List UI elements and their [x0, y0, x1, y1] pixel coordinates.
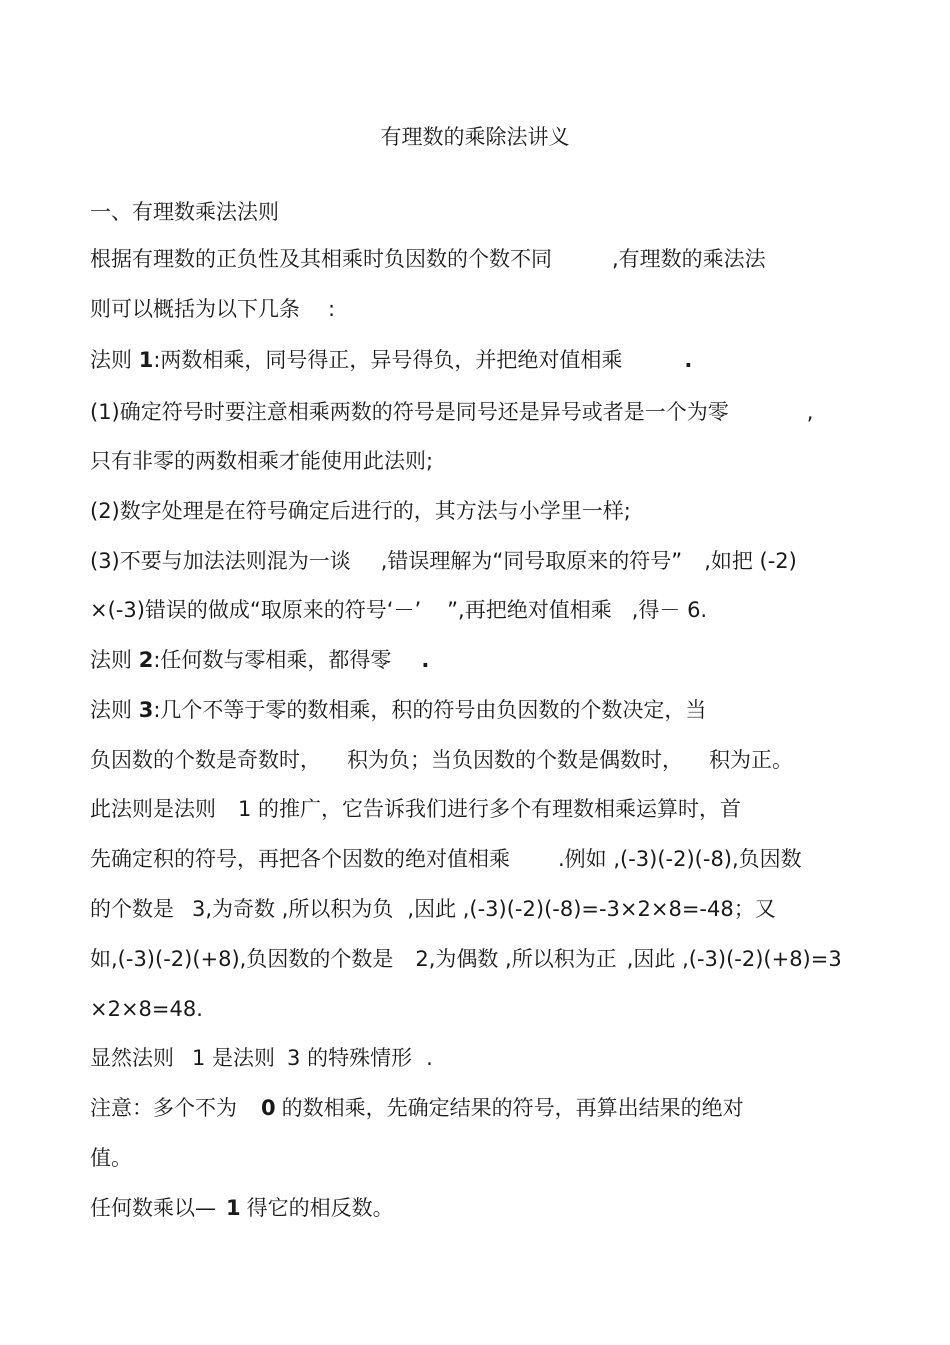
notice-text-b: 的数相乘，先确定结果的符号，再算出结果的绝对: [281, 1096, 744, 1120]
rule3-line-7: ×2×8=48.: [90, 997, 203, 1021]
note2-line: (2)数字处理是在符号确定后进行的，其方法与小学里一样;: [90, 499, 631, 523]
rule3-line-3: [90, 794, 741, 824]
note1-text-a: (1)确定符号时要注意相乘两数的符号是同号还是异号或者是一个为零: [90, 400, 729, 424]
rule3-text-d: 积为负；当负因数的个数是偶数时，: [347, 748, 683, 772]
intro-text-c: 则可以概括为以下几条: [90, 297, 300, 321]
notice-text-a: 注意：多个不为: [90, 1096, 237, 1120]
rule3-text-j: 的个数是: [90, 897, 174, 921]
neg-one-number: 1: [226, 1196, 241, 1220]
obvious-text-c: 3 的特殊情形: [287, 1046, 413, 1070]
note1-line-1: [90, 397, 813, 427]
rule3-text-c: 负因数的个数是奇数时，: [90, 748, 321, 772]
rule3-text-n: 2,为偶数 ,所以积为正: [415, 947, 617, 971]
rule3-text-i: .例如 ,(-3)(-2)(-8),负因数: [558, 847, 802, 871]
note3-text-a: (3)不要与加法法则混为一谈: [90, 549, 351, 573]
rule1-period: .: [684, 348, 693, 372]
intro-line-1: [90, 244, 766, 274]
rule3-text-g: 1 的推广，它告诉我们进行多个有理数相乘运算时，首: [238, 797, 742, 821]
rule2-number: 2: [138, 648, 154, 672]
neg-one-text-a: 任何数乘以—: [90, 1196, 216, 1220]
rule3-text-k: 3,为奇数 ,所以积为负: [192, 897, 394, 921]
obvious-text-b: 1 是法则: [192, 1046, 276, 1070]
note3-text-c: ,如把 (-2): [704, 549, 797, 573]
rule3-text-b: :几个不等于零的数相乘，积的符号由负因数的个数决定，当: [153, 698, 707, 722]
rule1-line: [90, 345, 692, 375]
note1-comma: ,: [806, 400, 814, 424]
rule3-line-6: [90, 944, 842, 974]
notice-line-2: 值。: [90, 1146, 132, 1170]
rule3-text-f: 此法则是法则: [90, 797, 216, 821]
rule3-line-2: [90, 745, 793, 775]
notice-line-1: [90, 1093, 744, 1123]
rule3-text-l: ,因此 ,(-3)(-2)(-8)=-3×2×8=-48；又: [407, 897, 776, 921]
rule3-number: 3: [138, 698, 154, 722]
rule3-line-5: [90, 894, 776, 924]
obvious-text-a: 显然法则: [90, 1046, 174, 1070]
rule3-line-4: [90, 844, 802, 874]
rule3-line-1: [90, 695, 706, 725]
document-title: 有理数的乘除法讲义: [380, 125, 570, 149]
rule3-text-o: ,因此 ,(-3)(-2)(+8)=3: [626, 947, 842, 971]
note3-line-2: [90, 595, 707, 625]
notice-number: 0: [261, 1096, 276, 1120]
intro-text-d: :: [328, 297, 336, 321]
rule3-label: 法则: [90, 698, 132, 722]
rule3-text-m: 如,(-3)(-2)(+8),负因数的个数是: [90, 947, 394, 971]
neg-one-text-b: 得它的相反数。: [246, 1196, 394, 1220]
rule3-text-h: 先确定积的符号，再把各个因数的绝对值相乘: [90, 847, 510, 871]
rule1-text: :两数相乘，同号得正，异号得负，并把绝对值相乘: [153, 348, 623, 372]
note3-text-f: ,得－ 6.: [631, 598, 708, 622]
note1-line-2: 只有非零的两数相乘才能使用此法则;: [90, 449, 434, 473]
note3-line-1: [90, 546, 797, 576]
rule3-text-e: 积为正。: [709, 748, 793, 772]
intro-text-a: 根据有理数的正负性及其相乘时负因数的个数不同: [90, 247, 552, 271]
rule2-line: [90, 645, 429, 675]
obvious-text-d: .: [426, 1046, 433, 1070]
intro-line-2: [90, 294, 335, 324]
obvious-line: [90, 1043, 433, 1073]
note3-text-d: ×(-3)错误的做成“取原来的符号‘－’: [90, 598, 422, 622]
rule2-text: :任何数与零相乘，都得零: [153, 648, 392, 672]
rule1-label: 法则: [90, 348, 132, 372]
rule2-period: .: [421, 648, 430, 672]
neg-one-line: [90, 1193, 394, 1223]
rule1-number: 1: [138, 348, 154, 372]
note3-text-e: ”,再把绝对值相乘: [447, 598, 612, 622]
rule2-label: 法则: [90, 648, 132, 672]
intro-text-b: ,有理数的乘法法: [612, 247, 766, 271]
section-heading: 一、有理数乘法法则: [90, 200, 279, 224]
note3-text-b: ,错误理解为“同号取原来的符号”: [380, 549, 683, 573]
